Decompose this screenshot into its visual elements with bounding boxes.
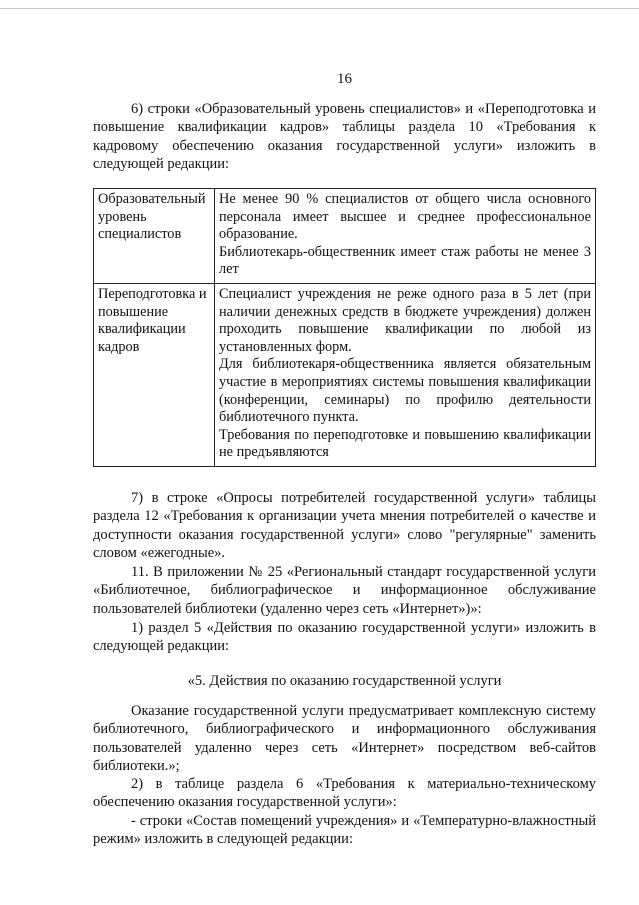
requirements-table xyxy=(93,188,596,467)
table-row xyxy=(94,189,596,284)
paragraph-11: 11. В приложении № 25 «Региональный стандарт государственной услуги «Библиотечное, библиографическое и информационное обслуживание пользователей библиотеки (удаленно через сеть «Интернет»)»: xyxy=(93,564,596,617)
paragraph-11-item-2-bullet: - строки «Состав помещений учреждения» и «Температурно-влажностный режим» изложить в следующей редакции: xyxy=(93,813,596,848)
section-body: Оказание государственной услуги предусматривает комплексную систему библиотечного, библиографического и информационного обслуживания пользователей удаленно через сеть «Интернет» посредством веб-сайтов библиотеки.»; xyxy=(93,703,596,775)
paragraph-11-item-2: 2) в таблице раздела 6 «Требования к материально-техническому обеспечению оказания государственной услуги»: xyxy=(93,776,596,811)
section-heading: «5. Действия по оказанию государственной услуги xyxy=(187,673,502,689)
row-description-cell xyxy=(215,189,596,284)
page-number: 16 xyxy=(337,71,352,87)
intro-paragraph: 6) строки «Образовательный уровень специалистов» и «Переподготовка и повышение квалификации кадров» таблицы раздела 10 «Требования к кадровому обеспечению оказания государственной услуги» изложить в следующей редакции: xyxy=(93,101,596,173)
paragraph-11-item-1: 1) раздел 5 «Действия по оказанию государственной услуги» изложить в следующей редакции: xyxy=(93,620,596,655)
row-description-line: Требования по переподготовке и повышению квалификации не предъявляются xyxy=(219,426,591,461)
row-name-cell: Образовательный уровень специалистов xyxy=(94,189,215,284)
row-description-line: Для библиотекаря-общественника является обязательным участие в мероприятиях системы повышения квалификации (конференции, семинары) по профилю деятельности библиотечного пункта. xyxy=(219,356,591,426)
row-description-line: Не менее 90 % специалистов от общего числа основного персонала имеет высшее и среднее профессиональное образование. xyxy=(219,191,591,243)
row-description-line: Специалист учреждения не реже одного раза в 5 лет (при наличии денежных средств в бюджете учреждения) должен проходить повышение квалификации по любой из установленных форм. xyxy=(219,285,591,355)
row-description-cell xyxy=(215,283,596,466)
row-description-line: Библиотекарь-общественник имеет стаж работы не менее 3 лет xyxy=(219,243,591,278)
paragraph-7: 7) в строке «Опросы потребителей государственной услуги» таблицы раздела 12 «Требования к организации учета мнения потребителей о качестве и доступности оказания государственной услуги» слово "регулярные" заменить словом «ежегодные». xyxy=(93,490,596,562)
table-row xyxy=(94,283,596,466)
row-name-cell: Переподготовка и повышение квалификации кадров xyxy=(94,283,215,466)
scan-top-edge xyxy=(0,8,639,9)
